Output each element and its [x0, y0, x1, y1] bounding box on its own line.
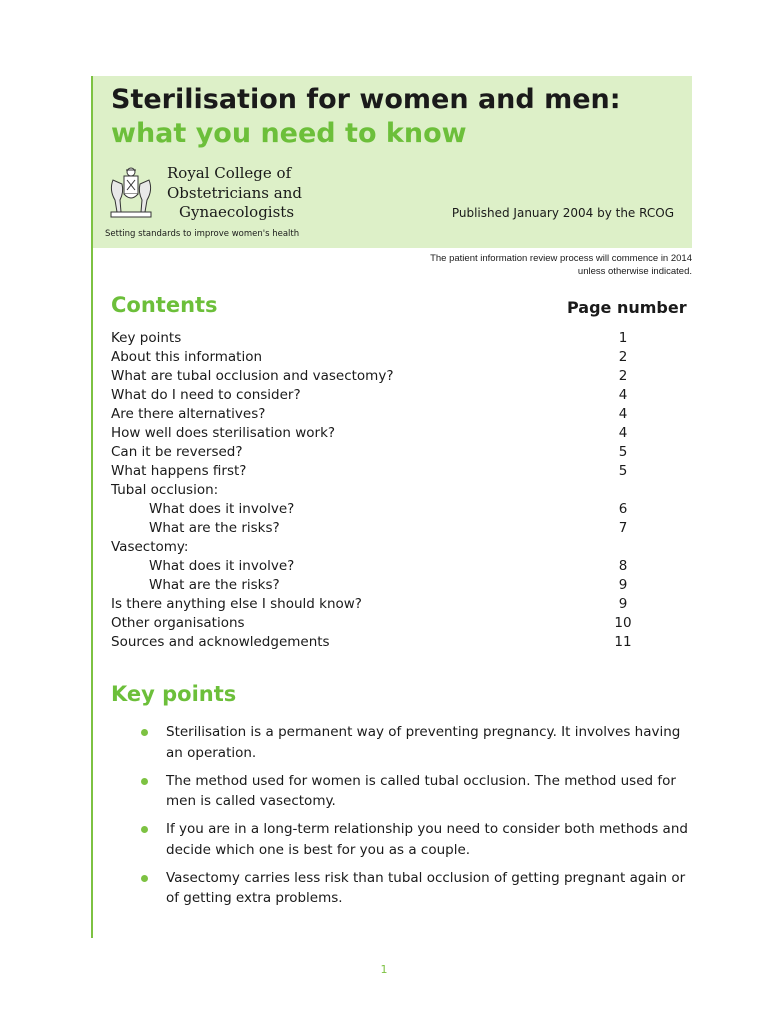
toc-item-page: 4	[618, 406, 628, 422]
bullet-dot-icon	[141, 729, 148, 736]
toc-item	[111, 386, 641, 405]
toc-item-page: 2	[618, 368, 628, 384]
organisation-name	[167, 164, 302, 223]
toc-item-label: Key points	[111, 330, 182, 346]
list-item	[140, 722, 700, 763]
contents-heading: Contents	[111, 293, 218, 317]
coat-of-arms-icon	[105, 166, 157, 220]
toc-item	[111, 405, 641, 424]
toc-item	[111, 633, 641, 652]
page-number-heading: Page number	[567, 298, 687, 317]
published-date: Published January 2004 by the RCOG	[451, 206, 674, 220]
bullet-dot-icon	[141, 778, 148, 785]
toc-item-label: What are the risks?	[149, 577, 280, 593]
toc-item-label: What are tubal occlusion and vasectomy?	[111, 368, 394, 384]
toc-item-label: What do I need to consider?	[111, 387, 301, 403]
key-point-text: Sterilisation is a permanent way of preventing pregnancy. It involves having an operation.	[166, 724, 681, 761]
page-title: Sterilisation for women and men:	[111, 84, 621, 115]
toc-item	[111, 614, 641, 633]
toc-section-label: Tubal occlusion:	[111, 482, 219, 498]
toc-item	[111, 462, 641, 481]
toc-item-label: Can it be reversed?	[111, 444, 243, 460]
toc-item	[111, 424, 641, 443]
toc-item-label: What happens first?	[111, 463, 247, 479]
toc-section-label: Vasectomy:	[111, 539, 189, 555]
toc-item-label: What does it involve?	[149, 501, 295, 517]
review-note-line1: The patient information review process will commence in 2014	[430, 253, 692, 264]
toc-item-page: 9	[618, 596, 628, 612]
toc-item-label: What does it involve?	[149, 558, 295, 574]
toc-item-page: 1	[618, 330, 628, 346]
toc-item	[111, 595, 641, 614]
list-item	[140, 819, 700, 860]
toc-item	[111, 519, 641, 538]
review-note-line2: unless otherwise indicated.	[577, 266, 692, 277]
toc-item-page: 9	[618, 577, 628, 593]
toc-item-page: 4	[618, 387, 628, 403]
org-name-line1: Royal College of	[167, 164, 292, 182]
table-of-contents	[111, 329, 641, 652]
key-point-text: If you are in a long-term relationship you need to consider both methods and decide which one is best for you as a couple.	[166, 821, 688, 858]
page-number: 1	[380, 963, 388, 976]
toc-item-label: Other organisations	[111, 615, 245, 631]
toc-item	[111, 500, 641, 519]
key-point-text: The method used for women is called tubal occlusion. The method used for men is called vasectomy.	[166, 772, 676, 809]
toc-item-page: 10	[614, 615, 632, 631]
toc-item	[111, 576, 641, 595]
toc-item-page: 11	[614, 634, 632, 650]
toc-item	[111, 367, 641, 386]
toc-item	[111, 443, 641, 462]
toc-item-page: 8	[618, 558, 628, 574]
toc-item	[111, 329, 641, 348]
toc-item-page: 6	[618, 501, 628, 517]
header-banner	[93, 76, 692, 248]
toc-item-label: About this information	[111, 349, 263, 365]
toc-item-label: How well does sterilisation work?	[111, 425, 336, 441]
page-subtitle: what you need to know	[111, 118, 467, 149]
toc-item-label: What are the risks?	[149, 520, 280, 536]
toc-section	[111, 538, 641, 557]
toc-item-page: 7	[618, 520, 628, 536]
key-point-text: Vasectomy carries less risk than tubal occlusion of getting pregnant again or of getting extra problems.	[166, 869, 686, 906]
toc-item-label: Are there alternatives?	[111, 406, 266, 422]
org-name-line2: Obstetricians and	[167, 183, 302, 202]
toc-item-page: 4	[618, 425, 628, 441]
toc-item	[111, 557, 641, 576]
toc-item-label: Is there anything else I should know?	[111, 596, 362, 612]
toc-item-page: 2	[618, 349, 628, 365]
org-name-line3: Gynaecologists	[179, 203, 295, 221]
toc-item-page: 5	[618, 463, 628, 479]
review-note	[430, 252, 692, 278]
list-item	[140, 771, 700, 812]
bullet-dot-icon	[141, 875, 148, 882]
org-tagline: Setting standards to improve women's health	[105, 229, 300, 239]
toc-section	[111, 481, 641, 500]
key-points-list	[140, 722, 700, 916]
key-points-heading: Key points	[111, 682, 237, 706]
toc-item-label: Sources and acknowledgements	[111, 634, 330, 650]
toc-item-page: 5	[618, 444, 628, 460]
toc-item	[111, 348, 641, 367]
bullet-dot-icon	[141, 826, 148, 833]
list-item	[140, 868, 700, 909]
